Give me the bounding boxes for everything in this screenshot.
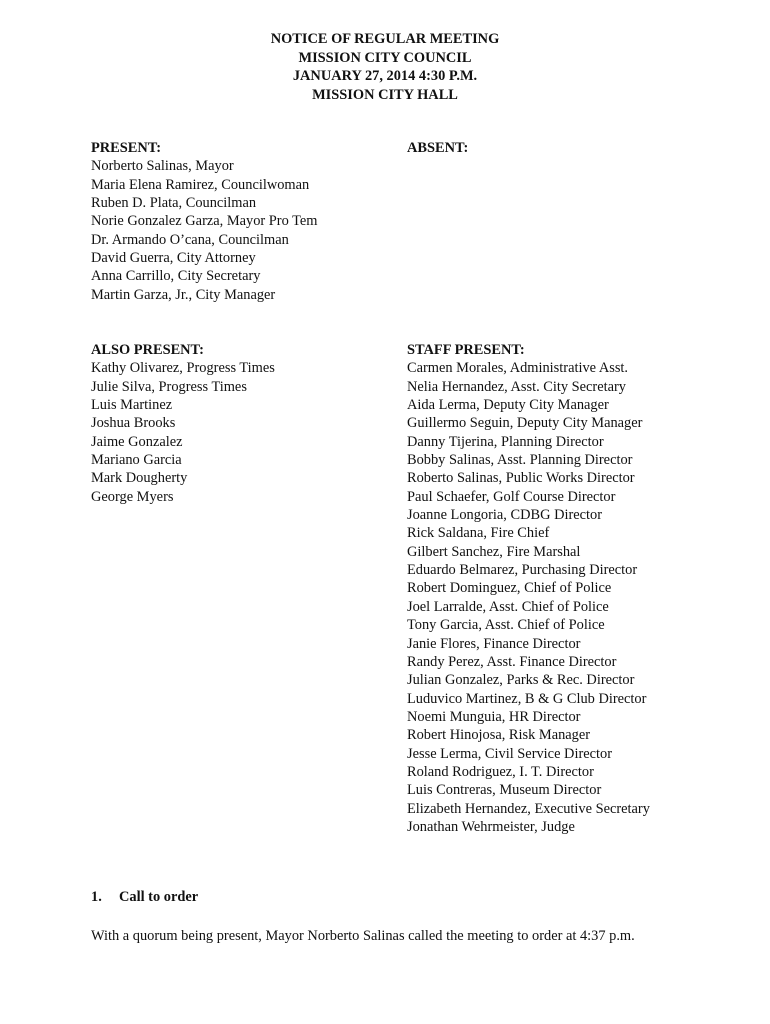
list-item: Mariano Garcia xyxy=(91,452,182,469)
header-council-name: MISSION CITY COUNCIL xyxy=(298,49,472,66)
list-item: Jaime Gonzalez xyxy=(91,433,183,450)
list-item: Luis Contreras, Museum Director xyxy=(407,782,602,799)
list-item: George Myers xyxy=(91,488,174,505)
staff-present-list xyxy=(407,341,650,836)
list-item: Eduardo Belmarez, Purchasing Director xyxy=(407,562,638,579)
list-item: Noemi Munguia, HR Director xyxy=(407,708,581,725)
list-item: Aida Lerma, Deputy City Manager xyxy=(407,397,609,414)
list-item: Joanne Longoria, CDBG Director xyxy=(407,507,603,524)
document-header xyxy=(0,30,770,104)
list-item: Dr. Armando O’cana, Councilman xyxy=(91,231,289,248)
list-item: Bobby Salinas, Asst. Planning Director xyxy=(407,452,633,469)
list-item: Robert Dominguez, Chief of Police xyxy=(407,580,612,597)
absent-list xyxy=(407,139,468,157)
list-item: Paul Schaefer, Golf Course Director xyxy=(407,488,616,505)
section-body-text: With a quorum being present, Mayor Norberto Salinas called the meeting to order at 4:37 p.m. xyxy=(91,928,635,944)
list-item: Julian Gonzalez, Parks & Rec. Director xyxy=(407,672,635,689)
section-number: 1. xyxy=(91,889,102,905)
list-item: Anna Carrillo, City Secretary xyxy=(91,268,261,285)
list-item: Janie Flores, Finance Director xyxy=(407,635,581,652)
list-item: Joel Larralde, Asst. Chief of Police xyxy=(407,598,609,615)
list-item: Julie Silva, Progress Times xyxy=(91,378,247,395)
staff-present-heading: STAFF PRESENT: xyxy=(407,342,525,358)
list-item: Rick Saldana, Fire Chief xyxy=(407,525,550,542)
list-item: Martin Garza, Jr., City Manager xyxy=(91,286,276,303)
absent-heading: ABSENT: xyxy=(407,140,469,156)
list-item: Elizabeth Hernandez, Executive Secretary xyxy=(407,800,650,817)
present-list xyxy=(91,139,318,304)
also-present-heading: ALSO PRESENT: xyxy=(91,342,204,358)
also-present-list xyxy=(91,341,275,506)
list-item: Jesse Lerma, Civil Service Director xyxy=(407,745,612,762)
list-item: Luis Martinez xyxy=(91,397,173,414)
list-item: Norie Gonzalez Garza, Mayor Pro Tem xyxy=(91,213,318,230)
list-item: Norberto Salinas, Mayor xyxy=(91,158,234,175)
list-item: Randy Perez, Asst. Finance Director xyxy=(407,653,617,670)
header-notice-title: NOTICE OF REGULAR MEETING xyxy=(270,31,500,47)
list-item: Jonathan Wehrmeister, Judge xyxy=(407,818,575,835)
list-item: David Guerra, City Attorney xyxy=(91,250,256,267)
list-item: Luduvico Martinez, B & G Club Director xyxy=(407,690,647,707)
list-item: Danny Tijerina, Planning Director xyxy=(407,433,604,450)
list-item: Guillermo Seguin, Deputy City Manager xyxy=(407,415,643,432)
list-item: Nelia Hernandez, Asst. City Secretary xyxy=(407,378,626,395)
list-item: Tony Garcia, Asst. Chief of Police xyxy=(407,617,605,634)
list-item: Gilbert Sanchez, Fire Marshal xyxy=(407,543,581,560)
list-item: Ruben D. Plata, Councilman xyxy=(91,195,257,212)
section-title: Call to order xyxy=(119,889,199,905)
list-item: Roland Rodriguez, I. T. Director xyxy=(407,763,594,780)
list-item: Maria Elena Ramirez, Councilwoman xyxy=(91,176,310,193)
list-item: Mark Dougherty xyxy=(91,470,188,487)
list-item: Joshua Brooks xyxy=(91,415,176,432)
present-heading: PRESENT: xyxy=(91,140,162,156)
header-location: MISSION CITY HALL xyxy=(312,86,458,103)
header-meeting-date: JANUARY 27, 2014 4:30 P.M. xyxy=(292,68,478,84)
list-item: Carmen Morales, Administrative Asst. xyxy=(407,360,629,377)
list-item: Kathy Olivarez, Progress Times xyxy=(91,360,275,377)
section-heading-call-to-order xyxy=(91,889,198,906)
list-item: Roberto Salinas, Public Works Director xyxy=(407,470,635,487)
list-item: Robert Hinojosa, Risk Manager xyxy=(407,727,591,744)
